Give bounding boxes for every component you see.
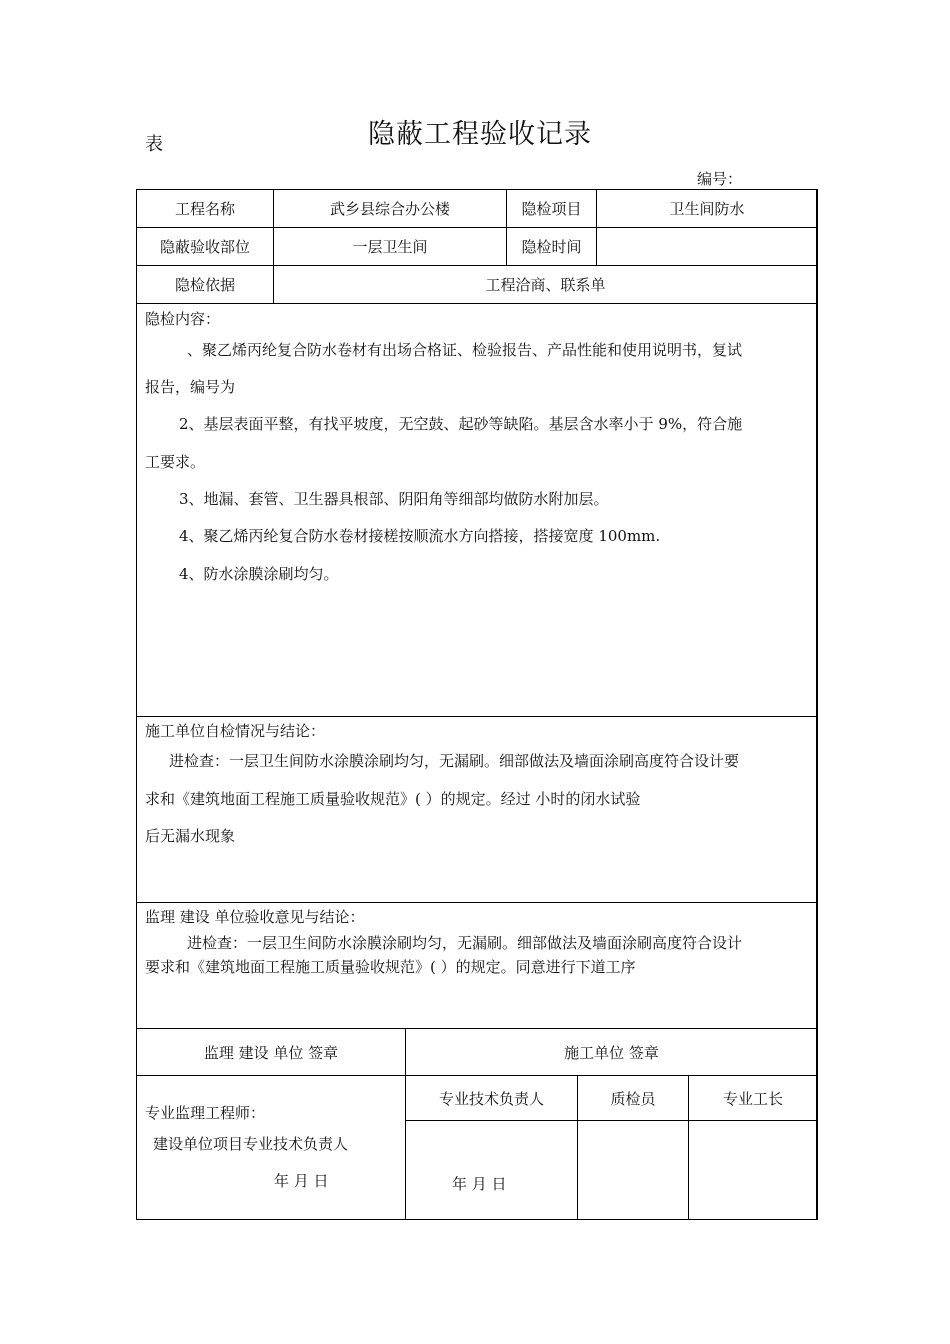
content-line: 工要求。 [145, 453, 206, 471]
project-name-label: 工程名称 [174, 200, 235, 218]
supervision-line: 要求和《建筑地面工程施工质量验收规范》( ）的规定。同意进行下道工序 [145, 958, 636, 976]
tech-lead-label: 专业技术负责人 [438, 1089, 544, 1108]
content-line: 4、防水涂膜涂刷均匀。 [179, 565, 339, 583]
self-check-section-label: 施工单位自检情况与结论： [145, 722, 326, 740]
self-check-line: 进检查：一层卫生间防水涂膜涂刷均匀，无漏刷。细部做法及墙面涂刷高度符合设计要 [169, 752, 740, 770]
content-line: 3、地漏、套管、卫生器具根部、阴阳角等细部均做防水附加层。 [179, 490, 609, 508]
content-section-label: 隐检内容： [145, 310, 221, 328]
contractor-seal-label: 施工单位 签章 [564, 1043, 659, 1062]
inspect-time-value [597, 228, 817, 265]
inspection-form [136, 189, 818, 1220]
owner-tech-lead-label: 建设单位项目专业技术负责人 [153, 1135, 349, 1153]
content-line: 、聚乙烯丙纶复合防水卷材有出场合格证、检验报告、产品性能和使用说明书，复试 [187, 341, 743, 359]
inspector-label: 质检员 [610, 1089, 656, 1108]
basis-label: 隐检依据 [174, 276, 235, 294]
row-divider [137, 303, 817, 304]
supervisor-engineer-label: 专业监理工程师： [145, 1104, 266, 1122]
foreman-label: 专业工长 [722, 1089, 783, 1108]
document-number-label: 编号： [697, 170, 743, 188]
inspect-item-value: 卫生间防水 [669, 200, 745, 218]
row-divider [137, 902, 817, 903]
table-label: 表 [145, 134, 163, 155]
supervision-seal-label: 监理 建设 单位 签章 [203, 1043, 339, 1062]
content-line: 4、聚乙烯丙纶复合防水卷材接槎按顺流水方向搭接，搭接宽度 100mm. [179, 527, 661, 545]
date-right: 年 月 日 [452, 1175, 507, 1193]
location-label: 隐蔽验收部位 [159, 238, 250, 256]
project-name-value: 武乡县综合办公楼 [329, 200, 450, 218]
basis-value: 工程洽商、联系单 [485, 276, 606, 294]
inspect-time-label: 隐检时间 [521, 238, 582, 256]
row-divider [405, 1120, 817, 1121]
content-line: 报告，编号为 [145, 378, 236, 396]
content-line: 2、基层表面平整，有找平坡度，无空鼓、起砂等缺陷。基层含水率小于 9%，符合施 [179, 415, 743, 433]
row-divider [137, 716, 817, 717]
self-check-line: 求和《建筑地面工程施工质量验收规范》( ）的规定。经过 小时的闭水试验 [145, 790, 641, 808]
supervision-line: 进检查：一层卫生间防水涂膜涂刷均匀，无漏刷。细部做法及墙面涂刷高度符合设计 [187, 934, 743, 952]
supervision-section-label: 监理 建设 单位验收意见与结论： [145, 908, 365, 926]
page-title: 隐蔽工程验收记录 [368, 119, 592, 150]
date-left: 年 月 日 [274, 1172, 329, 1190]
self-check-line: 后无漏水现象 [145, 827, 236, 845]
location-value: 一层卫生间 [352, 238, 428, 256]
inspect-item-label: 隐检项目 [521, 200, 582, 218]
